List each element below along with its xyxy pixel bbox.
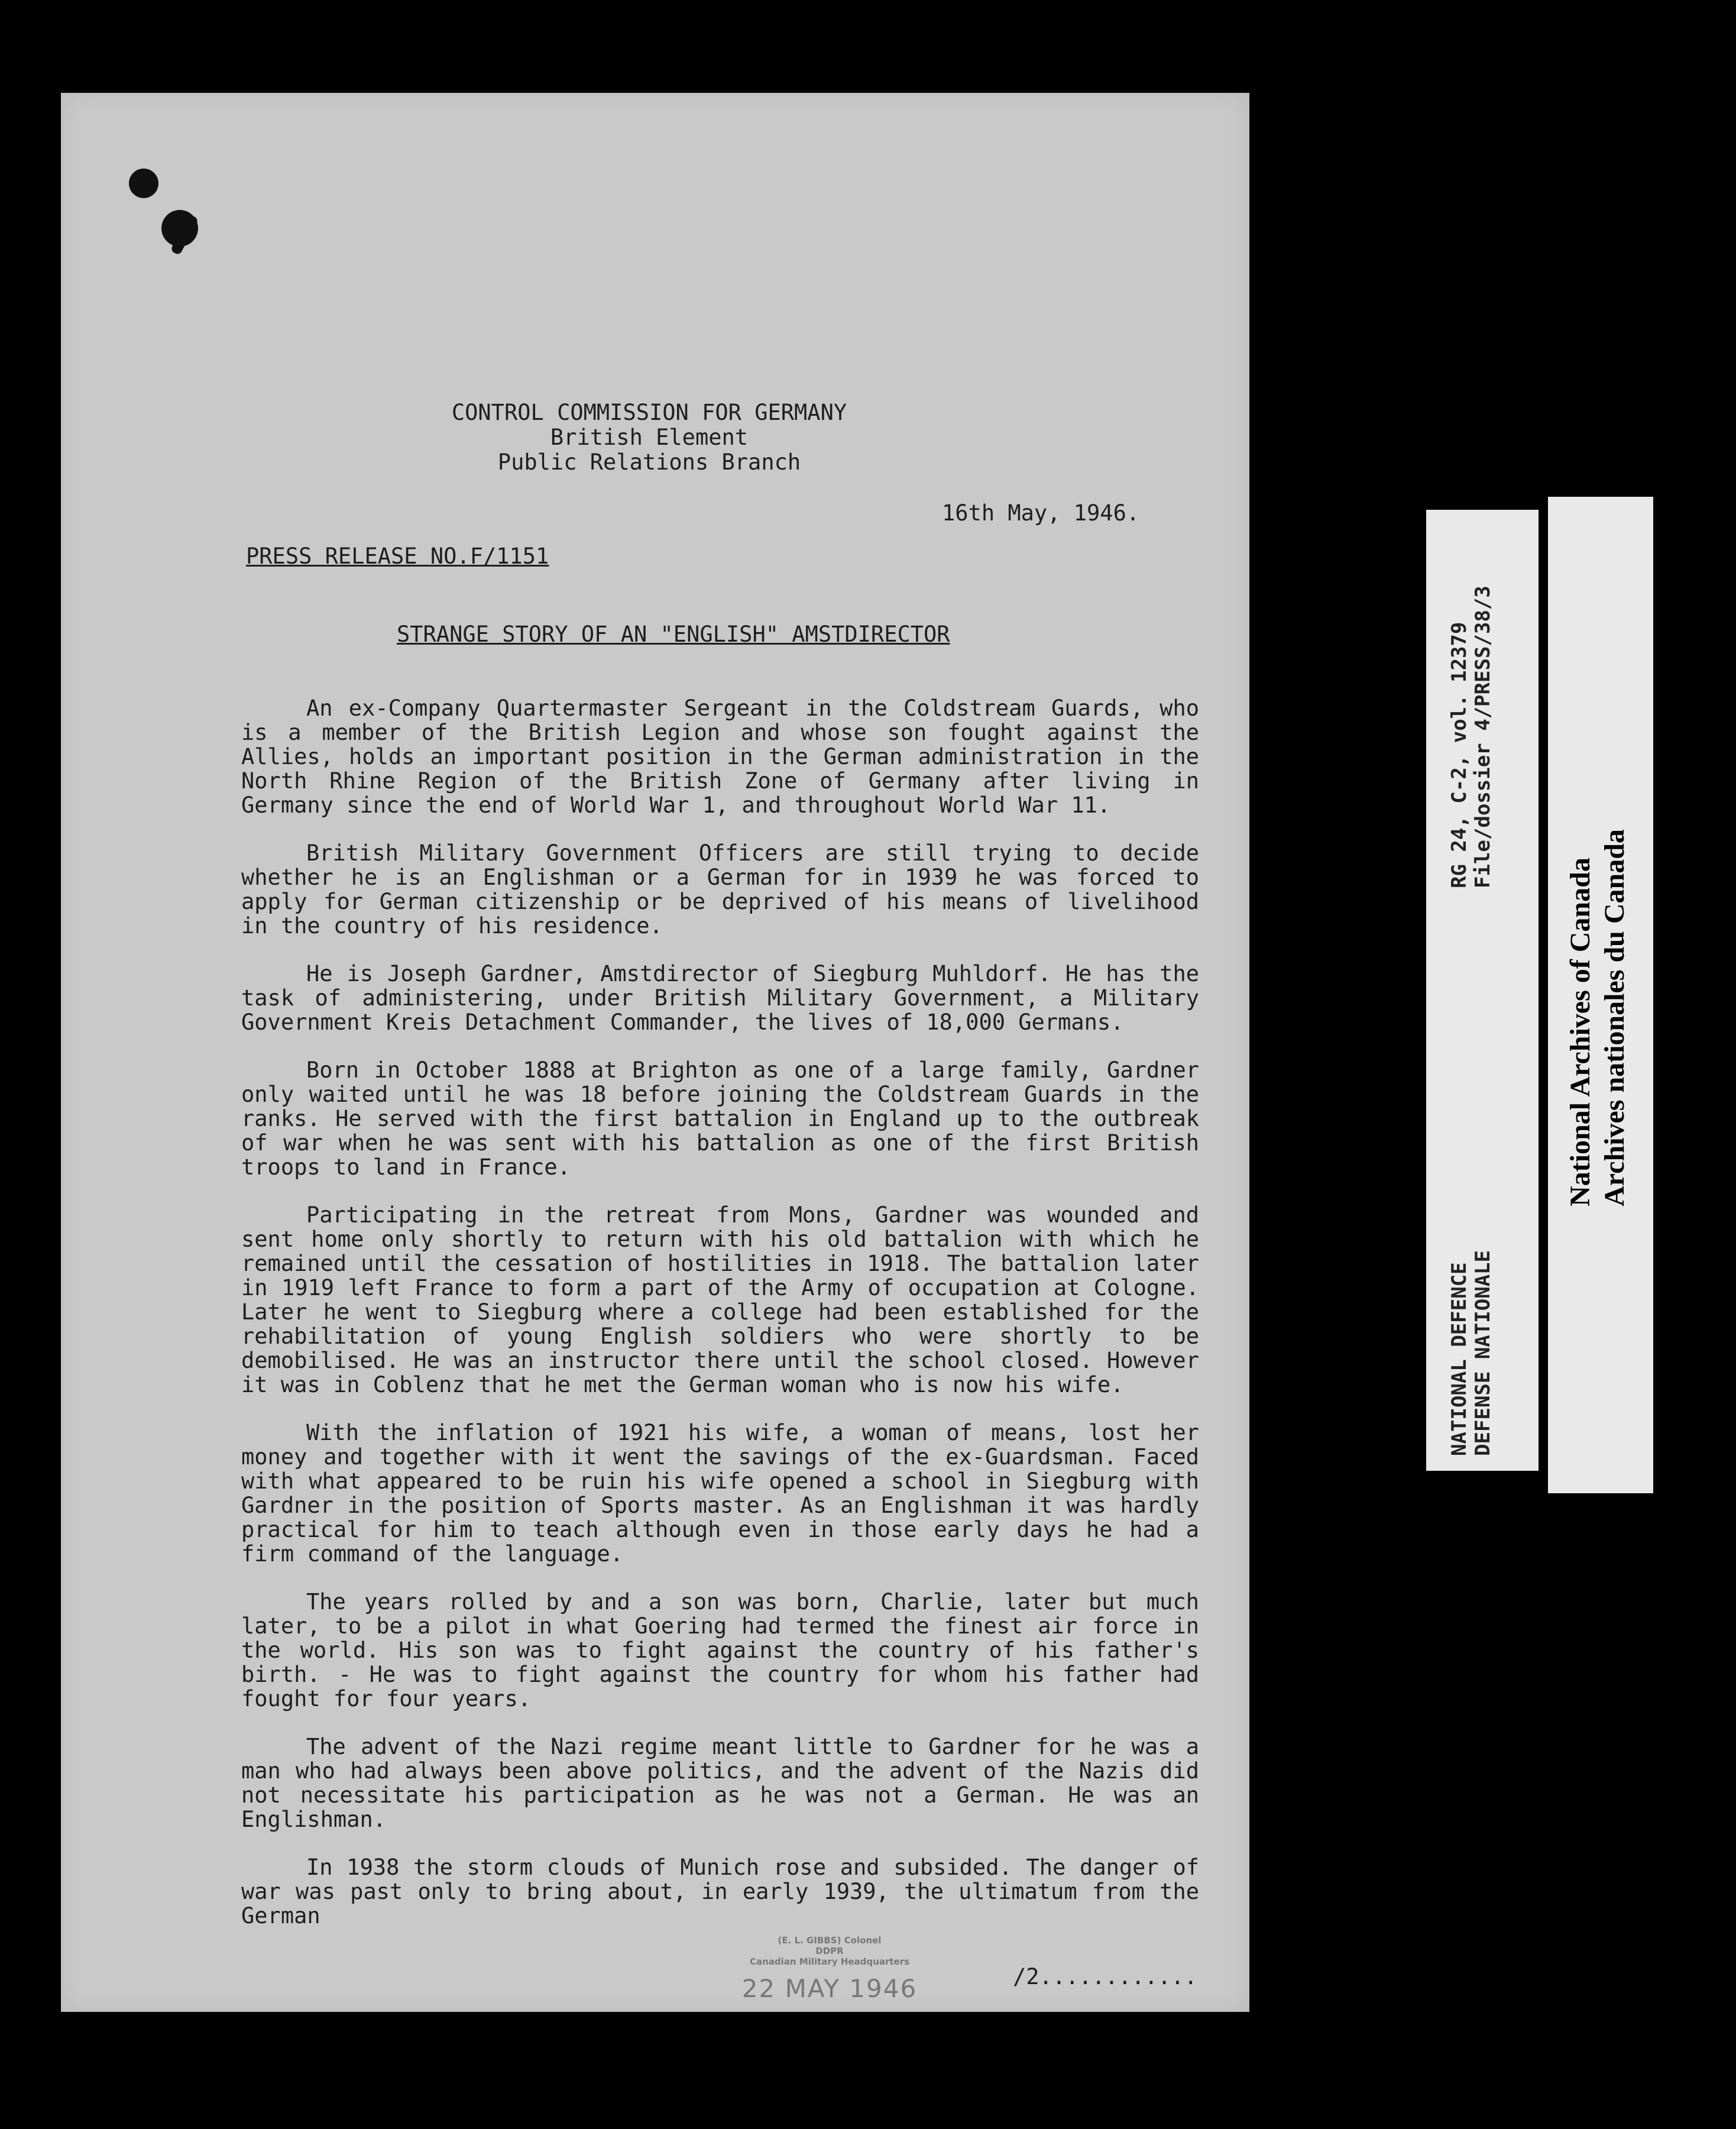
archive-reference bbox=[1447, 585, 1495, 888]
reference-line: File/dossier 4/PRESS/38/3 bbox=[1471, 585, 1495, 888]
letterhead-line: Public Relations Branch bbox=[497, 449, 801, 475]
press-release-number: PRESS RELEASE NO.F/1151 bbox=[246, 543, 549, 569]
archives-label-strip bbox=[1548, 497, 1653, 1493]
punch-hole-top bbox=[129, 169, 158, 198]
department-line: DEFENSE NATIONALE bbox=[1471, 1250, 1495, 1456]
reference-line: RG 24, C-2, vol. 12379 bbox=[1447, 622, 1471, 888]
paragraph: Born in October 1888 at Brighton as one of a large family, Gardner only waited until he was 18 before joining the Coldstream Guards in the ranks. He served with the first battalion in England up to the outbreak of war when he was sent with his battalion as one of the first British troops to land in France. bbox=[241, 1057, 1199, 1180]
paragraph: The years rolled by and a son was born, Charlie, later but much later, to be a pilot in what Goering had termed the finest air force in the world. His son was to fight against the country of his father's birth. - He was to fight against the country for whom his father had fought for four years. bbox=[241, 1589, 1199, 1711]
approval-stamp bbox=[717, 1935, 942, 2004]
document-page bbox=[61, 93, 1249, 2012]
letterhead bbox=[392, 400, 906, 475]
letterhead-line: British Element bbox=[550, 425, 749, 450]
letterhead-line: CONTROL COMMISSION FOR GERMANY bbox=[451, 400, 847, 425]
stamp-date: 22 MAY 1946 bbox=[741, 1974, 918, 2003]
stamp-line: (E. L. GIBBS) Colonel bbox=[778, 1935, 882, 1946]
document-date: 16th May, 1946. bbox=[942, 500, 1140, 526]
archives-line: Archives nationales du Canada bbox=[1599, 829, 1630, 1206]
department-label bbox=[1447, 1250, 1495, 1456]
paragraph: The advent of the Nazi regime meant little to Gardner for he was a man who had always been above politics, and the advent of the Nazis did not necessitate his participation as he was not a German. He was an Englishman. bbox=[241, 1734, 1199, 1832]
paragraph: He is Joseph Gardner, Amstdirector of Siegburg Muhldorf. He has the task of administering, under British Military Government, a Military Government Kreis Detachment Commander, the lives of 18,000 Germans. bbox=[241, 961, 1199, 1035]
punch-hole-bottom bbox=[161, 210, 198, 247]
document-body bbox=[241, 696, 1199, 1952]
document-title: STRANGE STORY OF AN "ENGLISH" AMSTDIRECTOR bbox=[397, 622, 950, 647]
archives-name bbox=[1563, 829, 1632, 1206]
paragraph: British Military Government Officers are still trying to decide whether he is an Englishman or a German for in 1939 he was forced to apply for German citizenship or be deprived of his means of livelihood in the country of his residence. bbox=[241, 840, 1199, 939]
page-continuation: /2............ bbox=[1013, 1964, 1197, 1989]
archives-line: National Archives of Canada bbox=[1565, 858, 1596, 1206]
department-line: NATIONAL DEFENCE bbox=[1447, 1262, 1471, 1456]
paragraph: In 1938 the storm clouds of Munich rose and subsided. The danger of war was past only to bring about, in early 1939, the ultimatum from the German bbox=[241, 1855, 1199, 1929]
stamp-line: DDPR bbox=[815, 1946, 844, 1956]
paragraph: An ex-Company Quartermaster Sergeant in the Coldstream Guards, who is a member of the British Legion and whose son fought against the Allies, holds an important position in the German administration in the North Rhine Region of the British Zone of Germany after living in Germany since the end of World War 1, and throughout World War 11. bbox=[241, 695, 1199, 818]
paragraph: With the inflation of 1921 his wife, a woman of means, lost her money and together with it went the savings of the ex-Guardsman. Faced with what appeared to be ruin his wife opened a school in Siegburg with Gardner in the position of Sports master. As an Englishman it was hardly practical for him to teach although even in those early days he had a firm command of the language. bbox=[241, 1420, 1199, 1567]
paragraph: Participating in the retreat from Mons, Gardner was wounded and sent home only shortly to return with his old battalion with which he remained until the cessation of hostilities in 1918. The battalion later in 1919 left France to form a part of the Army of occupation at Cologne. Later he went to Siegburg where a college had been established for the rehabilitation of young English soldiers who were shortly to be demobilised. He was an instructor there until the school closed. However it was in Coblenz that he met the German woman who is now his wife. bbox=[241, 1202, 1199, 1397]
archive-reference-strip bbox=[1426, 510, 1539, 1471]
stamp-line: Canadian Military Headquarters bbox=[749, 1956, 910, 1967]
